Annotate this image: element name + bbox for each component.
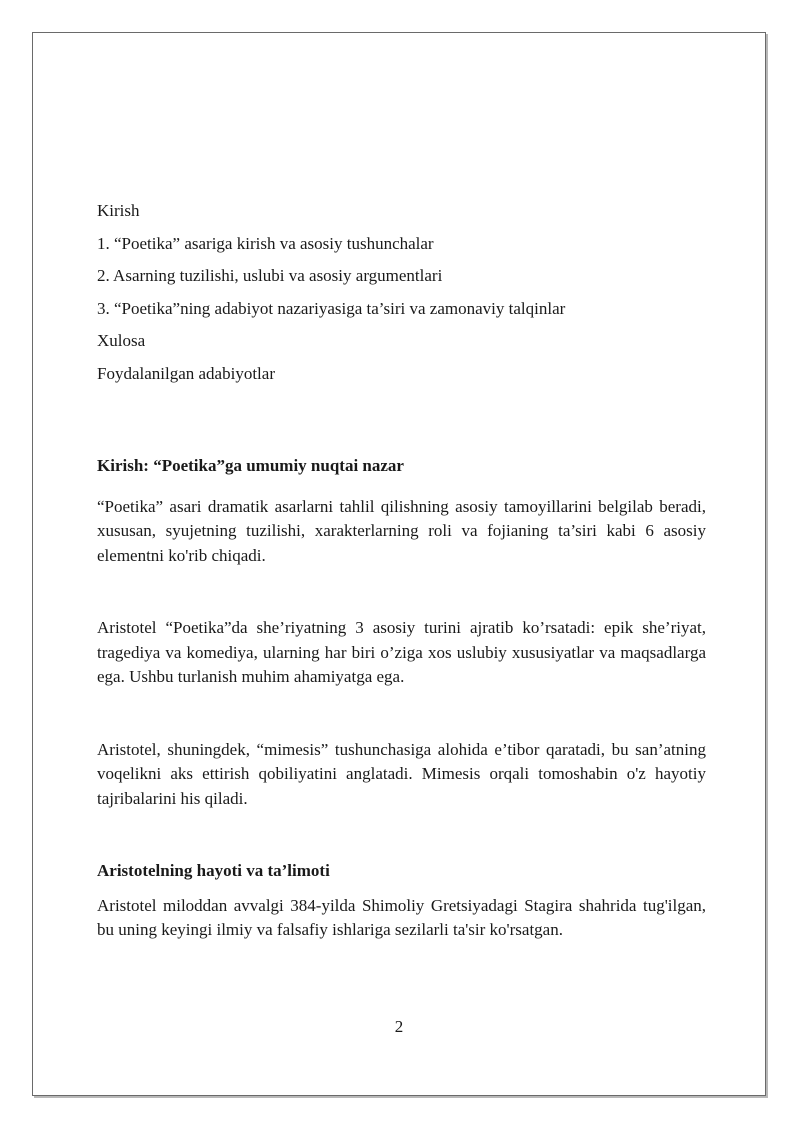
page-content bbox=[97, 199, 706, 943]
paragraph: Aristotel, shuningdek, “mimesis” tushunchasiga alohida e’tibor qaratadi, bu san’atning voqelikni aks ettirish qobiliyatini anglatadi. Mimesis orqali tomoshabin o'z hayotiy tajribalarini his qiladi. bbox=[97, 739, 706, 808]
section-heading: Aristotelning hayoti va ta’limoti bbox=[97, 861, 330, 880]
page-number: 2 bbox=[394, 1017, 404, 1036]
intro-section bbox=[97, 454, 706, 811]
toc-item: 1. “Poetika” asariga kirish va asosiy tushunchalar bbox=[97, 233, 434, 253]
toc-item: 2. Asarning tuzilishi, uslubi va asosiy argumentlari bbox=[97, 266, 443, 285]
table-of-contents bbox=[97, 199, 706, 386]
toc-item: Kirish bbox=[97, 201, 140, 220]
paragraph: “Poetika” asari dramatik asarlarni tahlil qilishning asosiy tamoyillarini belgilab beradi, xususan, syujetning tuzilishi, xarakterlarning roli va fojianing ta’siri kabi 6 asosiy elementni ko'rib chiqadi. bbox=[97, 496, 706, 565]
paragraph: Aristotel miloddan avvalgi 384-yilda Shimoliy Gretsiyadagi Stagira shahrida tug'ilgan, bu uning keyingi ilmiy va falsafiy ishlariga sezilarli ta'sir ko'rsatgan. bbox=[97, 895, 706, 939]
paragraph: Aristotel “Poetika”da she’riyatning 3 asosiy turini ajratib ko’rsatadi: epik she’riyat, tragediya va komediya, ularning har biri o’ziga xos uslubiy xususiyatlar va maqsadlarga ega. Ushbu turlanish muhim ahamiyatga ega. bbox=[97, 618, 706, 686]
section-heading: Kirish: “Poetika”ga umumiy nuqtai nazar bbox=[97, 456, 404, 475]
toc-item: 3. “Poetika”ning adabiyot nazariyasiga ta’siri va zamonaviy talqinlar bbox=[97, 298, 566, 318]
document-page bbox=[32, 32, 766, 1096]
biography-section bbox=[97, 859, 706, 943]
toc-item: Foydalanilgan adabiyotlar bbox=[97, 363, 275, 383]
toc-item: Xulosa bbox=[97, 331, 146, 350]
